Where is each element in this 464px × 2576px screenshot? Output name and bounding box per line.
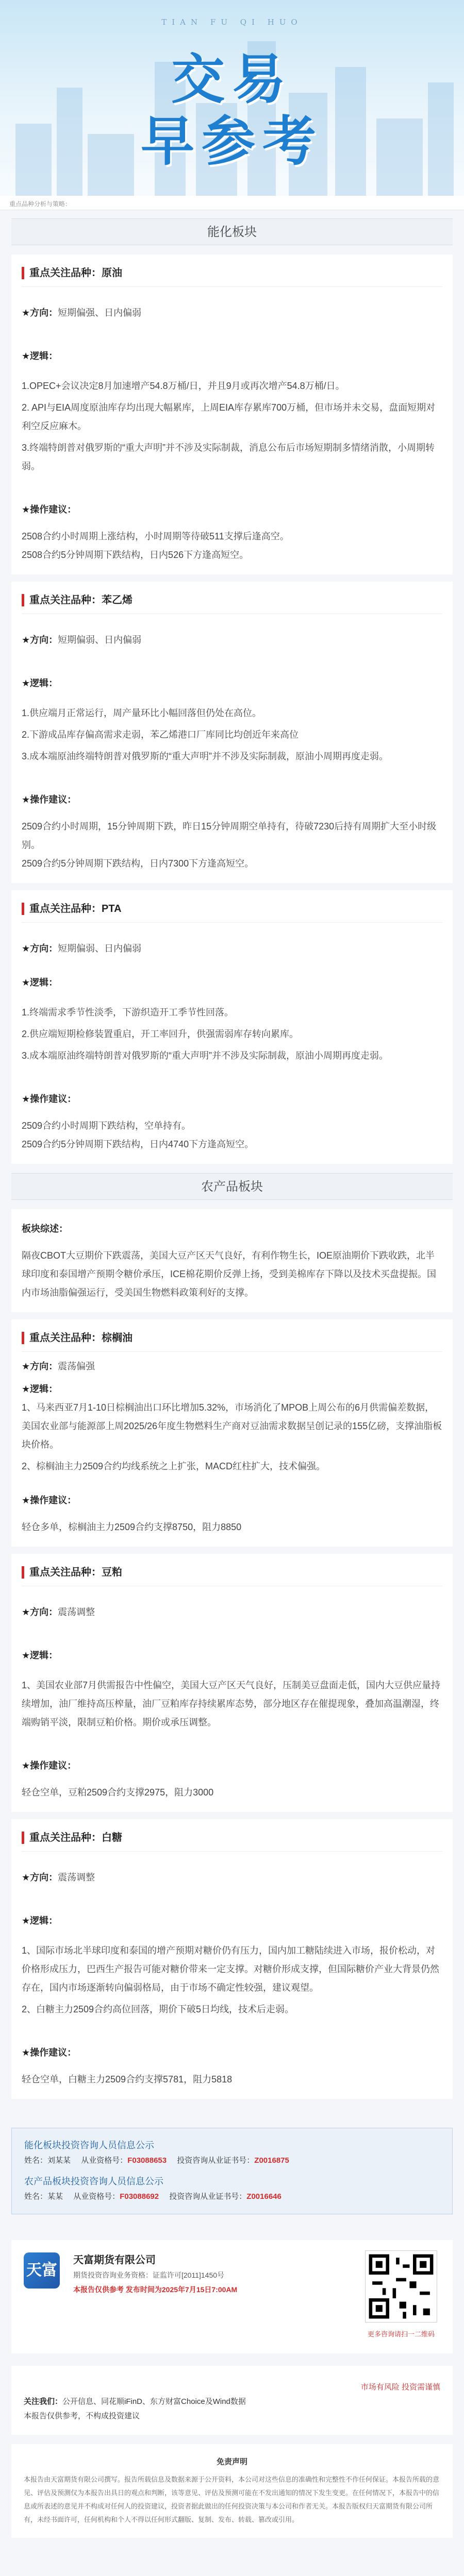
logic-item: 1.终端需求季节性淡季，下游织造开工季节性回落。	[22, 1007, 234, 1018]
card-agri-summary	[11, 1209, 453, 1312]
card-title: 重点关注品种：豆粕	[22, 1566, 442, 1579]
ops-label: ★操作建议：	[22, 1760, 77, 1771]
logic-label: ★逻辑：	[22, 678, 58, 688]
company-name: 天富期货有限公司	[73, 2255, 156, 2266]
section-agri: 农产品板块	[11, 1173, 453, 1200]
ops-item: 轻仓空单，白糖主力2509合约支撑5781，阻力5818	[22, 2074, 233, 2084]
hero-title-line2: 早参考	[140, 110, 323, 173]
logic-item: 3.成本端原油终端特朗普对俄罗斯的“重大声明”并不涉及实际制裁，原油小周期再度走弱。	[22, 1050, 388, 1061]
ops-item: 2509合约5分钟周期下跌结构，日内4740下方逢高短空。	[22, 1139, 254, 1149]
risk-warning: 市场有风险 投资需谨慎	[360, 2383, 440, 2392]
disclaimer	[11, 2444, 453, 2538]
card-pta	[11, 890, 453, 1164]
card-styrene	[11, 582, 453, 883]
footer-links	[11, 2366, 453, 2435]
data-sources: 关注我们：公开信息、同花顺iFinD、东方财富Choice及Wind数据	[24, 2397, 246, 2406]
company-logo: 天富	[24, 2252, 60, 2289]
logic-item: 2. API与EIA周度原油库存均出现大幅累库，上周EIA库存累库700万桶，但市场并未交易，盘面短期对利空反应麻木。	[22, 402, 436, 431]
logic-item: 2、白糖主力2509合约高位回落，期价下破5日均线，技术后走弱。	[22, 2004, 294, 2014]
logic-item: 1、国际市场北半球印度和泰国的增产预期对糖价仍有压力，国内加工糖陆续进入市场，报价松动，对价格形成压力，巴西生产报告可能对糖价带来一定支撑。对糖价形成支撑，但国际糖价产业大背景仍然存在，国内市场逐渐转向偏弱格局，由于市场不确定性较强，建议观望。	[22, 1945, 439, 1993]
logic-item: 1.OPEC+会议决定8月加速增产54.8万桶/日，并且9月或再次增产54.8万桶/日。	[22, 381, 345, 391]
card-title: 重点关注品种：白糖	[22, 1832, 442, 1844]
direction-value: 短期偏弱、日内偏弱	[58, 943, 142, 954]
direction-value: 震荡调整	[58, 1607, 95, 1617]
qual-line: 姓名：某某 从业资格号：F03088692 投资咨询从业证书号：Z0016646	[24, 2192, 281, 2201]
card-title: 重点关注品种：苯乙烯	[22, 594, 442, 606]
company-note: 本报告仅供参考 发布时间为2025年7月15日7:00AM	[73, 2285, 238, 2294]
direction-value: 短期偏强、日内偏弱	[58, 308, 142, 318]
qual-title: 能化板块投资咨询人员信息公示	[24, 2140, 154, 2150]
section-energy: 能化板块	[11, 218, 453, 245]
hero-banner	[0, 0, 464, 196]
logic-label: ★逻辑：	[22, 1650, 58, 1660]
ops-item: 轻仓多单，棕榈油主力2509合约支撑8750，阻力8850	[22, 1522, 242, 1532]
ops-label: ★操作建议：	[22, 794, 77, 805]
direction-label: ★方向：	[22, 943, 58, 954]
card-sugar	[11, 1819, 453, 2099]
logic-item: 3.成本端原油终端特朗普对俄罗斯的“重大声明”并不涉及实际制裁，原油小周期再度走弱。	[22, 751, 388, 761]
card-title: 重点关注品种：原油	[22, 267, 442, 279]
logic-label: ★逻辑：	[22, 1916, 58, 1926]
subheader: 重点品种分析与策略：	[0, 196, 464, 210]
hero-title-line1: 交易	[171, 48, 293, 111]
qualification-box	[11, 2128, 453, 2214]
ops-item: 轻仓空单，豆粕2509合约支撑2975，阻力3000	[22, 1787, 214, 1798]
logic-label: ★逻辑：	[22, 1384, 58, 1394]
qual-title: 农产品板块投资咨询人员信息公示	[24, 2176, 163, 2187]
card-title: 重点关注品种：PTA	[22, 903, 442, 915]
direction-label: ★方向：	[22, 635, 58, 645]
ops-label: ★操作建议：	[22, 2047, 77, 2058]
summary-title: 板块综述：	[22, 1224, 68, 1234]
direction-label: ★方向：	[22, 1872, 58, 1883]
logic-item: 2.下游成品库存偏高需求走弱，苯乙烯港口厂库同比均创近年来高位	[22, 730, 299, 740]
card-soymeal	[11, 1554, 453, 1812]
ops-item: 2508合约5分钟周期下跌结构，日内526下方逢高短空。	[22, 550, 249, 560]
direction-value: 震荡偏强	[58, 1361, 95, 1371]
logic-item: 1、美国农业部7月供需报告中性偏空，美国大豆产区天气良好，压制美豆盘面走低，国内大豆供应量持续增加，油厂维持高压榨量，油厂豆粕库存持续累库态势，部分地区存在催提现象，叠加高温潮湿，终端购销平淡，限制豆粕价格。期价或承压调整。	[22, 1680, 441, 1727]
qual-line: 姓名：刘某某 从业资格号：F03088653 投资咨询从业证书号：Z0016875	[24, 2156, 289, 2165]
card-crude	[11, 255, 453, 574]
note: 本报告仅供参考，不构成投资建议	[24, 2412, 140, 2420]
card-title: 重点关注品种：棕榈油	[22, 1332, 442, 1344]
logic-item: 2.供应端短期检修装置重启，开工率回升，供强需弱库存转向累库。	[22, 1029, 299, 1039]
ops-item: 2509合约小时周期下跌结构，空单持有。	[22, 1121, 191, 1131]
ops-item: 2509合约5分钟周期下跌结构，日内7300下方逢高短空。	[22, 858, 254, 869]
disclaimer-title: 免责声明	[216, 2458, 247, 2466]
ops-label: ★操作建议：	[22, 504, 77, 515]
qr-code-icon[interactable]	[365, 2250, 437, 2323]
direction-value: 震荡调整	[58, 1872, 95, 1883]
ops-label: ★操作建议：	[22, 1495, 77, 1505]
ops-label: ★操作建议：	[22, 1094, 77, 1104]
direction-label: ★方向：	[22, 1607, 58, 1617]
logic-label: ★逻辑：	[22, 351, 58, 361]
qr-label: 更多咨询请扫一二维码	[367, 2330, 435, 2338]
disclaimer-text: 本报告由天富期货有限公司撰写。报告所载信息及数据来源于公开资料，本公司对这些信息的准确性和完整性不作任何保证。本报告所载的意见、评估及预测仅为本报告出具日的观点和判断，该等意见、评估及预测可能在不发出通知的情况下发生变更。在任何情况下，本报告中的信息或所表述的意见并不构成对任何人的投资建议，投资者据此做出的任何投资决策与本公司和作者无关。本报告版权归天富期货有限公司所有，未经书面许可，任何机构和个人不得以任何形式翻版、复制、发布、转载、篡改或引用。	[24, 2476, 440, 2523]
logic-item: 2、棕榈油主力2509合约均线系统之上扩张，MACD红柱扩大，技术偏强。	[22, 1461, 326, 1471]
card-palm	[11, 1319, 453, 1547]
ops-item: 2509合约小时周期，15分钟周期下跌，昨日15分钟周期空单持有，待破7230后持有周期扩大至小时级别。	[22, 821, 437, 850]
logic-item: 1、马来西亚7月1-10日棕榈油出口环比增加5.32%，市场消化了MPOB上周公布的6月供需偏差数据，美国农业部与能源部上周2025/26年度生物燃料生产商对豆油需求数据呈创记录的155亿磅，支撑油脂板块价格。	[22, 1402, 442, 1450]
direction-label: ★方向：	[22, 1361, 58, 1371]
summary-text: 隔夜CBOT大豆期价下跌震荡，美国大豆产区天气良好，有利作物生长，IOE原油期价下跌收跌，北半球印度和泰国增产预期令糖价承压，ICE棉花期价反弹上扬，受到美棉库存下降以及技术买盘提振。国内市场油脂偏强运行，受美国生物燃料政策利好的支撑。	[22, 1250, 437, 1298]
hero-topline: TIAN FU QI HUO	[161, 18, 303, 27]
ops-item: 2508合约小时周期上涨结构，小时周期等待破511支撑后逢高空。	[22, 531, 289, 541]
logic-label: ★逻辑：	[22, 977, 58, 988]
company-license: 期货投资咨询业务资格：证监许可[2011]1450号	[73, 2271, 225, 2279]
direction-label: ★方向：	[22, 308, 58, 318]
logic-item: 1.供应端月正常运行，周产量环比小幅回落但仍处在高位。	[22, 708, 262, 718]
direction-value: 短期偏弱、日内偏弱	[58, 635, 142, 645]
logic-item: 3.终端特朗普对俄罗斯的“重大声明”并不涉及实际制裁，消息公布后市场短期制多情绪消散，小周期转弱。	[22, 443, 435, 471]
company-card	[11, 2240, 453, 2353]
